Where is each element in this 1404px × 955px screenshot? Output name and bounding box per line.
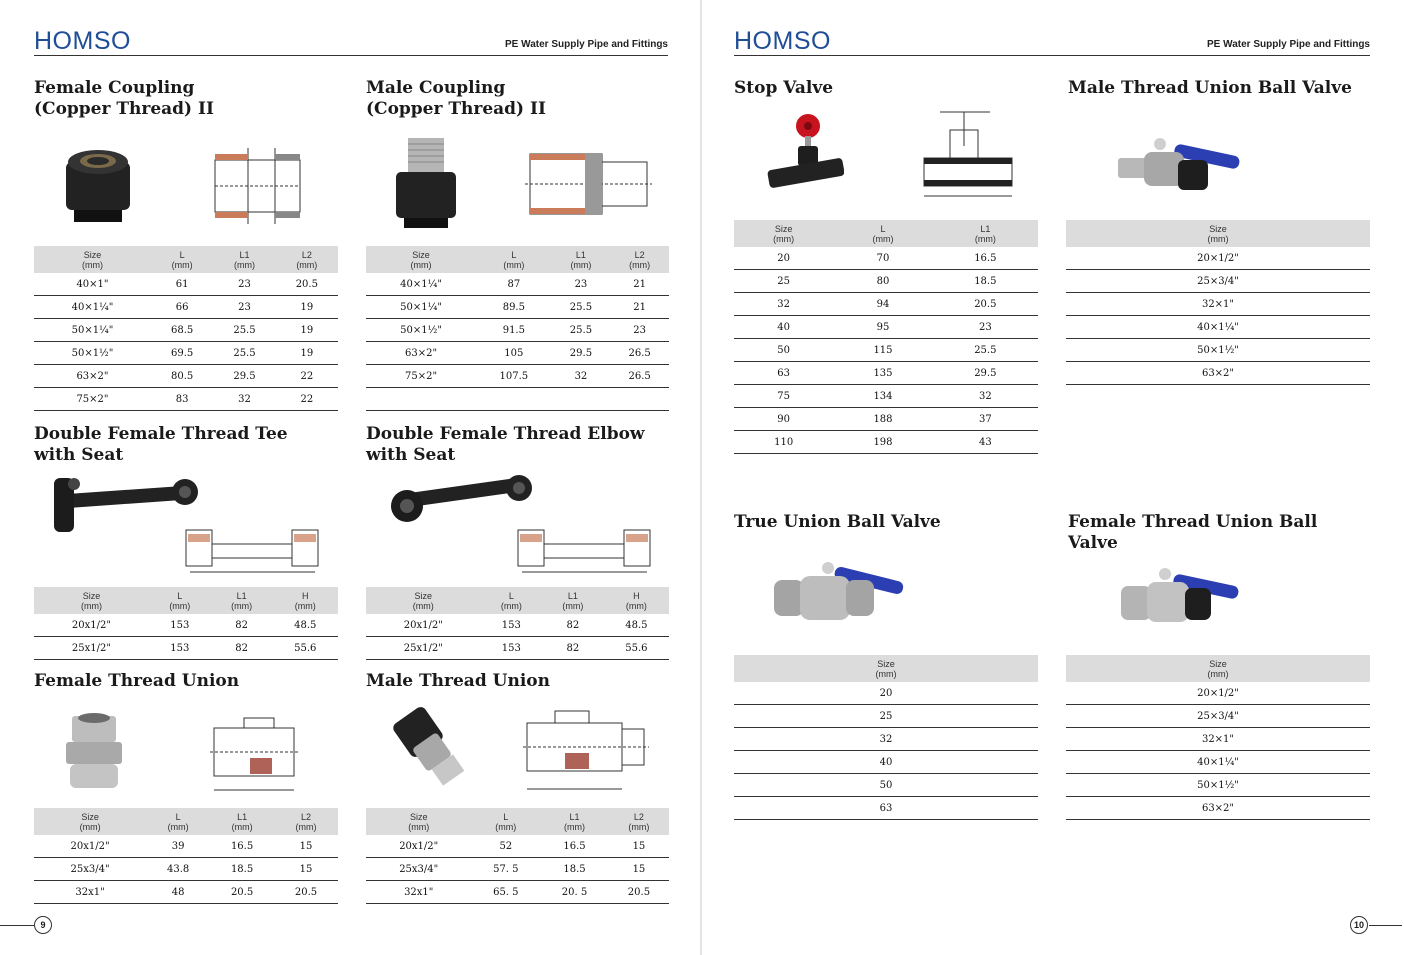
table-cell: 105 <box>476 342 552 365</box>
table-cell: 15 <box>609 858 669 881</box>
true-union-ball-valve-photo <box>772 556 912 628</box>
table-cell: 75×2" <box>366 365 476 388</box>
table-row <box>366 365 669 388</box>
table-cell: 32x1" <box>366 881 471 904</box>
header-rule <box>734 55 1370 56</box>
table-cell: 16.5 <box>210 835 274 858</box>
table-cell: 50×1½" <box>1066 774 1370 797</box>
page-left <box>0 0 700 955</box>
table-cell: 107.5 <box>476 365 552 388</box>
table-row <box>1066 247 1370 270</box>
table-row <box>1066 293 1370 316</box>
double-tee-photo <box>50 470 200 540</box>
col-header: Size (mm) <box>1066 655 1370 682</box>
table-cell: 61 <box>151 273 213 296</box>
table-row <box>1066 270 1370 293</box>
table-cell: 20.5 <box>933 293 1038 316</box>
table-cell: 15 <box>274 835 338 858</box>
table-cell: 50×1¼" <box>366 296 476 319</box>
brand-logo: HOMSO <box>734 27 831 55</box>
table-cell: 75×2" <box>34 388 151 411</box>
table-cell: 83 <box>151 388 213 411</box>
table-row <box>1066 751 1370 774</box>
table-cell: 20x1/2" <box>34 614 149 637</box>
table-cell: 20x1/2" <box>34 835 146 858</box>
table-row <box>734 247 1038 270</box>
table-cell: 52 <box>471 835 540 858</box>
table-cell: 50 <box>734 339 833 362</box>
table-cell: 23 <box>610 319 669 342</box>
table-cell: 23 <box>213 273 275 296</box>
table-cell <box>476 388 552 411</box>
col-header: L (mm) <box>481 587 543 614</box>
double-elbow-diagram <box>512 520 662 580</box>
table-row <box>1066 705 1370 728</box>
table-cell: 95 <box>833 316 932 339</box>
table-cell: 25.5 <box>213 319 275 342</box>
table-row <box>34 342 338 365</box>
spec-table <box>1066 655 1370 820</box>
table-cell: 20×1/2" <box>1066 247 1370 270</box>
table-cell: 21 <box>610 273 669 296</box>
table-cell: 29.5 <box>933 362 1038 385</box>
col-header: Size (mm) <box>734 220 833 247</box>
table-row <box>366 342 669 365</box>
col-header: H (mm) <box>272 587 338 614</box>
table-cell: 23 <box>933 316 1038 339</box>
table-cell: 25.5 <box>213 342 275 365</box>
col-header: L1 (mm) <box>542 587 604 614</box>
female-coupling-diagram <box>200 140 310 235</box>
col-header: Size (mm) <box>366 587 481 614</box>
col-header: L (mm) <box>833 220 932 247</box>
table-cell: 19 <box>276 296 338 319</box>
table-cell: 16.5 <box>540 835 609 858</box>
table-cell <box>366 388 476 411</box>
table-cell: 20. 5 <box>540 881 609 904</box>
table-row <box>366 881 669 904</box>
page-number: 10 <box>1350 916 1368 934</box>
table-cell: 20.5 <box>210 881 274 904</box>
table-cell <box>552 388 611 411</box>
table-cell: 55.6 <box>604 637 669 660</box>
table-cell: 89.5 <box>476 296 552 319</box>
table-cell: 26.5 <box>610 365 669 388</box>
brand-logo: HOMSO <box>34 27 131 55</box>
spec-table <box>734 655 1038 820</box>
table-cell: 23 <box>213 296 275 319</box>
col-header: L2 (mm) <box>274 808 338 835</box>
table-row <box>366 614 669 637</box>
section-title: Female Thread Union Ball Valve <box>1068 512 1318 553</box>
table-row <box>366 388 669 411</box>
table-cell: 39 <box>146 835 210 858</box>
table-cell: 23 <box>552 273 611 296</box>
table-row <box>1066 682 1370 705</box>
table-cell: 20 <box>734 682 1038 705</box>
table-cell: 16.5 <box>933 247 1038 270</box>
male-union-ball-valve-photo <box>1114 128 1244 203</box>
table-cell: 153 <box>149 614 211 637</box>
table-cell: 20x1/2" <box>366 614 481 637</box>
female-union-photo <box>60 710 130 795</box>
table-row <box>34 835 338 858</box>
col-header: Size (mm) <box>34 587 149 614</box>
table-row <box>1066 728 1370 751</box>
female-union-ball-valve-photo <box>1117 566 1242 634</box>
table-row <box>734 705 1038 728</box>
table-row <box>1066 797 1370 820</box>
table-cell: 63×2" <box>34 365 151 388</box>
table-row <box>734 339 1038 362</box>
stop-valve-diagram <box>914 106 1024 201</box>
header-subtitle: PE Water Supply Pipe and Fittings <box>1207 39 1370 50</box>
section-title: Female Coupling (Copper Thread) II <box>34 78 214 119</box>
spec-table <box>734 220 1038 454</box>
table-cell: 50×1½" <box>1066 339 1370 362</box>
table-cell: 153 <box>481 637 543 660</box>
table-row <box>1066 339 1370 362</box>
table-cell: 40×1¼" <box>366 273 476 296</box>
table-row <box>34 881 338 904</box>
double-tee-diagram <box>180 520 330 580</box>
table-row <box>734 774 1038 797</box>
table-cell: 32x1" <box>34 881 146 904</box>
table-cell: 20.5 <box>276 273 338 296</box>
table-cell: 22 <box>276 365 338 388</box>
table-cell: 25.5 <box>552 296 611 319</box>
spec-table <box>34 808 338 904</box>
table-cell: 25.5 <box>552 319 611 342</box>
table-cell: 75 <box>734 385 833 408</box>
table-row <box>734 797 1038 820</box>
table-cell: 63 <box>734 362 833 385</box>
col-header: L2 (mm) <box>610 246 669 273</box>
table-row <box>34 637 338 660</box>
section-title: Male Thread Union Ball Valve <box>1068 78 1352 98</box>
table-row <box>34 614 338 637</box>
table-cell: 69.5 <box>151 342 213 365</box>
spec-table <box>366 808 669 904</box>
table-cell: 15 <box>274 858 338 881</box>
table-cell: 80 <box>833 270 932 293</box>
table-cell: 110 <box>734 431 833 454</box>
male-union-diagram <box>515 703 655 798</box>
table-cell: 15 <box>609 835 669 858</box>
male-union-photo <box>385 702 475 797</box>
page-number: 9 <box>34 916 52 934</box>
table-cell: 32×1" <box>1066 728 1370 751</box>
table-cell: 19 <box>276 342 338 365</box>
table-cell: 80.5 <box>151 365 213 388</box>
table-cell: 57. 5 <box>471 858 540 881</box>
table-cell: 25x3/4" <box>366 858 471 881</box>
table-cell <box>610 388 669 411</box>
table-cell: 25 <box>734 705 1038 728</box>
col-header: H (mm) <box>604 587 669 614</box>
table-cell: 63×2" <box>366 342 476 365</box>
table-cell: 29.5 <box>213 365 275 388</box>
col-header: L1 (mm) <box>211 587 273 614</box>
table-cell: 25x1/2" <box>366 637 481 660</box>
table-cell: 20.5 <box>274 881 338 904</box>
table-cell: 18.5 <box>210 858 274 881</box>
table-cell: 65. 5 <box>471 881 540 904</box>
table-row <box>34 388 338 411</box>
table-cell: 25x3/4" <box>34 858 146 881</box>
table-cell: 50×1½" <box>34 342 151 365</box>
table-cell: 25×3/4" <box>1066 705 1370 728</box>
table-cell: 48.5 <box>272 614 338 637</box>
table-row <box>34 273 338 296</box>
col-header: L1 (mm) <box>552 246 611 273</box>
table-row <box>366 273 669 296</box>
table-cell: 40×1¼" <box>1066 751 1370 774</box>
header-rule <box>34 55 668 56</box>
table-cell: 50 <box>734 774 1038 797</box>
table-row <box>366 319 669 342</box>
table-cell: 20 <box>734 247 833 270</box>
table-cell: 29.5 <box>552 342 611 365</box>
table-row <box>734 270 1038 293</box>
col-header: Size (mm) <box>734 655 1038 682</box>
table-cell: 22 <box>276 388 338 411</box>
section-title: Double Female Thread Tee with Seat <box>34 424 288 465</box>
table-cell: 198 <box>833 431 932 454</box>
table-cell: 32×1" <box>1066 293 1370 316</box>
table-cell: 63 <box>734 797 1038 820</box>
table-cell: 188 <box>833 408 932 431</box>
female-coupling-photo <box>60 140 140 230</box>
table-cell: 20.5 <box>609 881 669 904</box>
section-title: Female Thread Union <box>34 671 240 691</box>
spec-table <box>34 587 338 660</box>
table-row <box>734 385 1038 408</box>
table-cell: 82 <box>542 637 604 660</box>
table-cell: 20×1/2" <box>1066 682 1370 705</box>
table-cell: 25×3/4" <box>1066 270 1370 293</box>
table-cell: 32 <box>213 388 275 411</box>
section-title: Male Coupling (Copper Thread) II <box>366 78 546 119</box>
section-title: Stop Valve <box>734 78 834 98</box>
table-cell: 91.5 <box>476 319 552 342</box>
col-header: Size (mm) <box>366 808 471 835</box>
table-cell: 25.5 <box>933 339 1038 362</box>
table-cell: 115 <box>833 339 932 362</box>
table-cell: 43.8 <box>146 858 210 881</box>
section-title: Double Female Thread Elbow with Seat <box>366 424 645 465</box>
table-cell: 26.5 <box>610 342 669 365</box>
table-cell: 40×1¼" <box>1066 316 1370 339</box>
table-cell: 134 <box>833 385 932 408</box>
table-cell: 153 <box>481 614 543 637</box>
table-cell: 82 <box>211 614 273 637</box>
table-row <box>734 751 1038 774</box>
table-row <box>34 319 338 342</box>
table-row <box>734 682 1038 705</box>
table-row <box>734 362 1038 385</box>
table-row <box>734 408 1038 431</box>
col-header: Size (mm) <box>366 246 476 273</box>
table-cell: 50×1¼" <box>34 319 151 342</box>
table-row <box>366 858 669 881</box>
table-cell: 21 <box>610 296 669 319</box>
table-row <box>34 296 338 319</box>
table-cell: 40×1" <box>34 273 151 296</box>
table-cell: 135 <box>833 362 932 385</box>
stop-valve-photo <box>764 112 844 198</box>
page-number-rule <box>0 925 34 926</box>
table-row <box>366 835 669 858</box>
col-header: L2 (mm) <box>276 246 338 273</box>
table-cell: 66 <box>151 296 213 319</box>
col-header: L1 (mm) <box>213 246 275 273</box>
table-cell: 153 <box>149 637 211 660</box>
table-cell: 55.6 <box>272 637 338 660</box>
col-header: L (mm) <box>149 587 211 614</box>
table-row <box>1066 362 1370 385</box>
col-header: L (mm) <box>146 808 210 835</box>
col-header: L1 (mm) <box>210 808 274 835</box>
table-row <box>34 365 338 388</box>
table-row <box>734 293 1038 316</box>
page-right <box>702 0 1402 955</box>
female-union-diagram <box>200 710 310 800</box>
section-title: True Union Ball Valve <box>734 512 941 532</box>
spec-table <box>34 246 338 411</box>
spec-table <box>366 587 669 660</box>
table-cell: 82 <box>211 637 273 660</box>
table-row <box>734 728 1038 751</box>
table-cell: 32 <box>734 293 833 316</box>
table-cell: 43 <box>933 431 1038 454</box>
table-cell: 37 <box>933 408 1038 431</box>
table-cell: 48 <box>146 881 210 904</box>
page-number-rule <box>1369 925 1402 926</box>
table-row <box>366 637 669 660</box>
table-cell: 18.5 <box>933 270 1038 293</box>
col-header: L2 (mm) <box>609 808 669 835</box>
table-cell: 70 <box>833 247 932 270</box>
table-cell: 63×2" <box>1066 362 1370 385</box>
table-cell: 25x1/2" <box>34 637 149 660</box>
table-cell: 82 <box>542 614 604 637</box>
table-cell: 32 <box>552 365 611 388</box>
col-header: L1 (mm) <box>933 220 1038 247</box>
table-cell: 32 <box>734 728 1038 751</box>
col-header: L (mm) <box>151 246 213 273</box>
table-cell: 40 <box>734 751 1038 774</box>
table-cell: 50×1½" <box>366 319 476 342</box>
male-coupling-diagram <box>515 140 655 230</box>
col-header: L (mm) <box>471 808 540 835</box>
table-cell: 90 <box>734 408 833 431</box>
table-cell: 25 <box>734 270 833 293</box>
section-title: Male Thread Union <box>366 671 550 691</box>
table-row <box>1066 774 1370 797</box>
col-header: L (mm) <box>476 246 552 273</box>
male-coupling-photo <box>388 134 468 234</box>
table-cell: 18.5 <box>540 858 609 881</box>
table-row <box>734 431 1038 454</box>
table-cell: 87 <box>476 273 552 296</box>
spec-table <box>366 246 669 411</box>
table-cell: 32 <box>933 385 1038 408</box>
table-cell: 63×2" <box>1066 797 1370 820</box>
table-cell: 40 <box>734 316 833 339</box>
spec-table <box>1066 220 1370 385</box>
table-cell: 20x1/2" <box>366 835 471 858</box>
table-row <box>734 316 1038 339</box>
table-cell: 40×1¼" <box>34 296 151 319</box>
table-cell: 19 <box>276 319 338 342</box>
col-header: Size (mm) <box>1066 220 1370 247</box>
table-row <box>34 858 338 881</box>
col-header: Size (mm) <box>34 808 146 835</box>
table-cell: 48.5 <box>604 614 669 637</box>
col-header: Size (mm) <box>34 246 151 273</box>
header-subtitle: PE Water Supply Pipe and Fittings <box>505 39 668 50</box>
table-row <box>1066 316 1370 339</box>
table-cell: 94 <box>833 293 932 316</box>
col-header: L1 (mm) <box>540 808 609 835</box>
table-row <box>366 296 669 319</box>
table-cell: 68.5 <box>151 319 213 342</box>
